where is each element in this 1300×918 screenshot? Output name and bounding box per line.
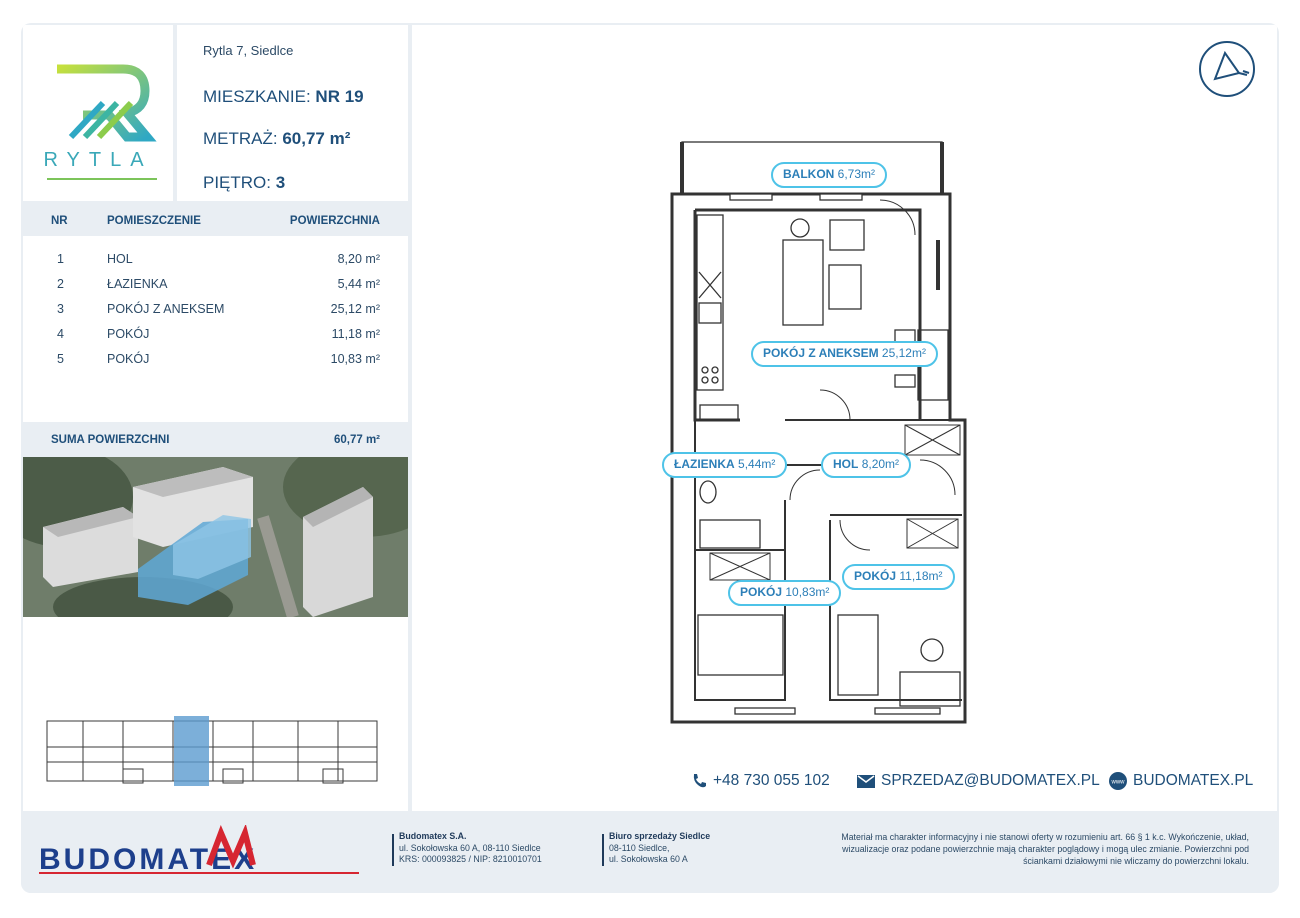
room4-area: 11,18m² — [899, 569, 943, 583]
office-city: 08-110 Siedlce, — [609, 842, 670, 853]
area-sum-row — [23, 423, 408, 457]
room-label-balcony — [771, 162, 887, 188]
area-label: METRAŻ: — [203, 129, 278, 148]
envelope-icon — [857, 775, 875, 788]
room5-area: 10,83m² — [785, 585, 830, 599]
office-title: Biuro sprzedaży Siedlce — [609, 831, 711, 841]
phone-contact[interactable] — [691, 772, 830, 790]
row-area: 11,18 m² — [331, 327, 380, 341]
www-globe-icon — [1109, 772, 1127, 790]
row-nr: 3 — [57, 302, 64, 316]
floor-key-plan — [23, 617, 408, 811]
room-label-room-5 — [728, 580, 841, 606]
row-nr: 5 — [57, 352, 64, 366]
bath-area: 5,44m² — [738, 457, 776, 471]
apartment-value: NR 19 — [315, 87, 364, 106]
office-street: ul. Sokołowska 60 A — [609, 854, 688, 864]
rooms-table-header — [23, 204, 408, 236]
company-title: Budomatex S.A. — [399, 831, 467, 841]
budomatex-logo — [39, 825, 369, 877]
living-name: POKÓJ Z ANEKSEM — [763, 346, 879, 360]
svg-text:www: www — [1111, 779, 1125, 786]
row-name: HOL — [107, 252, 133, 266]
room4-name: POKÓJ — [854, 569, 897, 583]
rytla-logo-panel — [23, 25, 173, 201]
rytla-logo-icon — [23, 25, 173, 145]
email-contact[interactable] — [857, 772, 1100, 790]
sum-label: SUMA POWIERZCHNI — [51, 434, 170, 446]
hall-name: HOL — [833, 457, 859, 471]
company-address: ul. Sokołowska 60 A, 08-110 Siedlce — [399, 842, 541, 853]
phone-number: +48 730 055 102 — [713, 772, 830, 789]
footer-divider — [602, 834, 604, 866]
apartment-highlight — [174, 716, 209, 786]
sheet — [21, 23, 1279, 893]
sales-office-info — [609, 831, 710, 866]
row-name: POKÓJ Z ANEKSEM — [107, 302, 225, 316]
area-value: 60,77 m² — [282, 129, 351, 148]
room-label-living — [751, 341, 938, 367]
row-area: 25,12 m² — [330, 302, 380, 316]
apartment-floor-plan — [412, 25, 1277, 811]
row-area: 10,83 m² — [330, 352, 380, 366]
aerial-visualization-image — [23, 457, 408, 617]
row-nr: 1 — [57, 252, 64, 266]
apartment-area — [203, 129, 350, 149]
living-area: 25,12m² — [881, 346, 926, 360]
table-row — [23, 302, 408, 322]
website-contact[interactable] — [1109, 772, 1253, 790]
room-label-room-4 — [842, 564, 955, 590]
disclaimer-line: Materiał ma charakter informacyjny i nie stanowi oferty w rozumieniu art. 66 § 1 k.c. Wykończenie, układ, — [841, 832, 1249, 842]
footer-divider — [392, 834, 394, 866]
brand-wordmark: RYTLA — [43, 149, 153, 171]
company-info — [399, 831, 542, 866]
floor-value: 3 — [275, 173, 286, 192]
balcony-name: BALKON — [783, 167, 835, 181]
table-row — [23, 277, 408, 297]
bath-name: ŁAZIENKA — [674, 457, 735, 471]
room-label-bathroom — [662, 452, 787, 478]
disclaimer-line: ściankami działowymi nie wliczamy do powierzchni lokalu. — [1023, 856, 1249, 866]
logo-underline — [23, 177, 173, 181]
phone-icon — [691, 773, 707, 789]
row-area: 5,44 m² — [337, 277, 380, 291]
sum-value: 60,77 m² — [333, 434, 380, 446]
row-area: 8,20 m² — [337, 252, 380, 266]
website-url: BUDOMATEX.PL — [1133, 772, 1254, 789]
apartment-number — [203, 87, 364, 107]
row-name: POKÓJ — [107, 327, 150, 341]
balcony-area: 6,73m² — [837, 167, 876, 181]
rooms-table — [23, 236, 408, 422]
row-name: ŁAZIENKA — [107, 277, 168, 291]
company-ids: KRS: 000093825 / NIP: 8210010701 — [399, 854, 542, 864]
svg-text:BUDOMATEX: BUDOMATEX — [39, 843, 258, 876]
row-nr: 2 — [57, 277, 64, 291]
apartment-info-panel — [177, 25, 408, 201]
header-area: POWIERZCHNIA — [289, 215, 380, 227]
floor-plan-panel — [412, 25, 1277, 811]
header-room: POMIESZCZENIE — [107, 215, 201, 227]
header-nr: NR — [51, 215, 68, 227]
table-row — [23, 327, 408, 347]
table-row — [23, 352, 408, 372]
apartment-floor — [203, 173, 285, 193]
room5-name: POKÓJ — [740, 585, 783, 599]
row-nr: 4 — [57, 327, 64, 341]
footer — [21, 813, 1279, 893]
table-row — [23, 252, 408, 272]
floor-label: PIĘTRO: — [203, 173, 272, 192]
hall-area: 8,20m² — [861, 457, 900, 471]
legal-disclaimer — [799, 831, 1249, 867]
disclaimer-line: wizualizacje oraz podane powierzchnie mają charakter poglądowy i mogą ulec zmianie. Powierzchni pod — [842, 844, 1249, 854]
email-address: SPRZEDAZ@BUDOMATEX.PL — [881, 772, 1100, 789]
row-name: POKÓJ — [107, 352, 150, 366]
apartment-label: MIESZKANIE: — [203, 87, 311, 106]
room-label-hall — [821, 452, 911, 478]
address: Rytla 7, Siedlce — [203, 43, 294, 58]
